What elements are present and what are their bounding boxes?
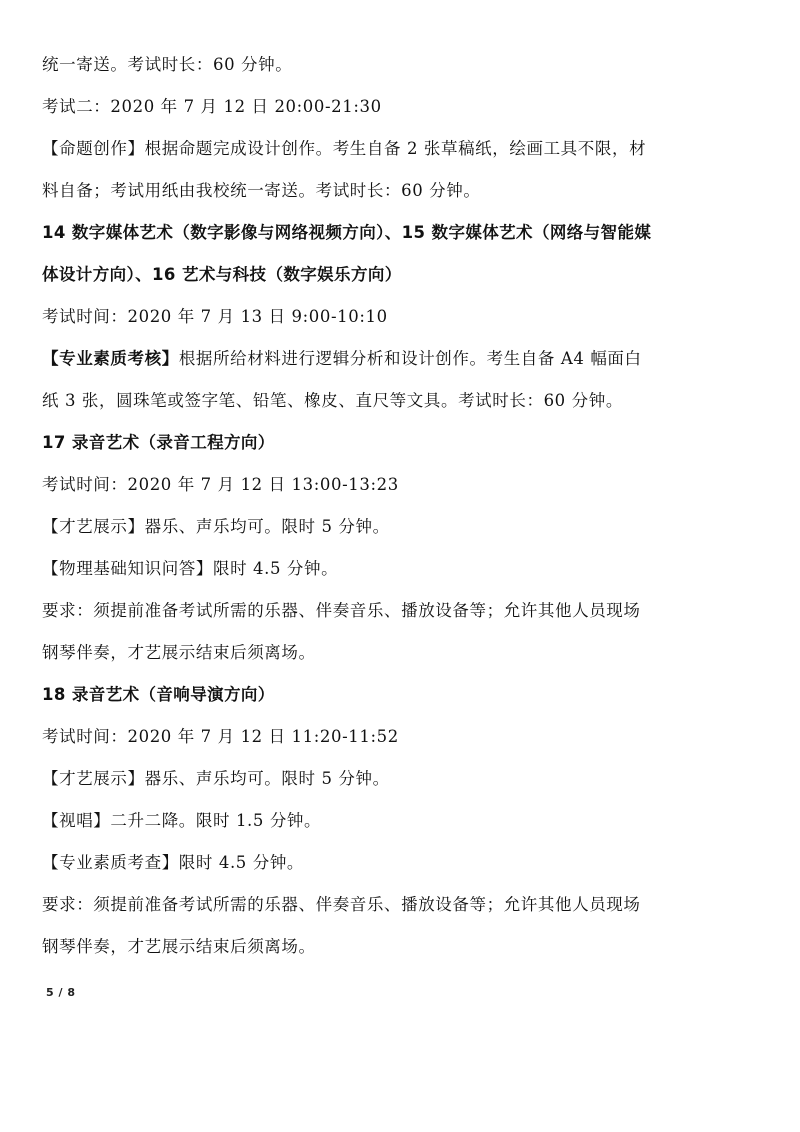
exam-item-professional: 【专业素质考查】限时 4.5 分钟。 — [42, 853, 305, 872]
exam-item-talent: 【才艺展示】器乐、声乐均可。限时 5 分钟。 — [42, 769, 390, 788]
text-line: 纸 3 张，圆珠笔或签字笔、铅笔、橡皮、直尺等文具。考试时长：60 分钟。 — [42, 391, 623, 410]
exam-item-physics: 【物理基础知识问答】限时 4.5 分钟。 — [42, 559, 339, 578]
exam-time: 考试时间：2020 年 7 月 12 日 11:20-11:52 — [42, 727, 399, 746]
requirement-line: 钢琴伴奏，才艺展示结束后须离场。 — [42, 643, 316, 662]
exam-time: 考试时间：2020 年 7 月 12 日 13:00-13:23 — [42, 475, 399, 494]
text-line: 【命题创作】根据命题完成设计创作。考生自备 2 张草稿纸，绘画工具不限，材 — [42, 139, 647, 158]
text-line: 统一寄送。考试时长：60 分钟。 — [42, 55, 293, 74]
section-heading-recording-engineering: 17 录音艺术（录音工程方向） — [42, 433, 275, 452]
requirement-line: 钢琴伴奏，才艺展示结束后须离场。 — [42, 937, 316, 956]
text-line — [42, 338, 758, 380]
requirement-line: 要求：须提前准备考试所需的乐器、伴奏音乐、播放设备等；允许其他人员现场 — [42, 895, 641, 914]
section-heading-sound-direction: 18 录音艺术（音响导演方向） — [42, 685, 275, 704]
section-heading-digital-media-cont: 体设计方向）、16 艺术与科技（数字娱乐方向） — [42, 265, 402, 284]
exam-item-sight-singing: 【视唱】二升二降。限时 1.5 分钟。 — [42, 811, 322, 830]
exam2-time: 考试二：2020 年 7 月 12 日 20:00-21:30 — [42, 97, 382, 116]
text-line: 料自备；考试用纸由我校统一寄送。考试时长：60 分钟。 — [42, 181, 481, 200]
document-page — [42, 44, 758, 968]
exam-item-talent: 【才艺展示】器乐、声乐均可。限时 5 分钟。 — [42, 517, 390, 536]
exam-item-tag: 【专业素质考核】 — [42, 349, 179, 368]
requirement-line: 要求：须提前准备考试所需的乐器、伴奏音乐、播放设备等；允许其他人员现场 — [42, 601, 641, 620]
page-number: 5 / 8 — [46, 986, 76, 999]
exam-time: 考试时间：2020 年 7 月 13 日 9:00-10:10 — [42, 307, 388, 326]
exam-item-desc: 根据所给材料进行逻辑分析和设计创作。考生自备 A4 幅面白 — [178, 349, 642, 368]
section-heading-digital-media: 14 数字媒体艺术（数字影像与网络视频方向）、15 数字媒体艺术（网络与智能媒 — [42, 223, 652, 242]
